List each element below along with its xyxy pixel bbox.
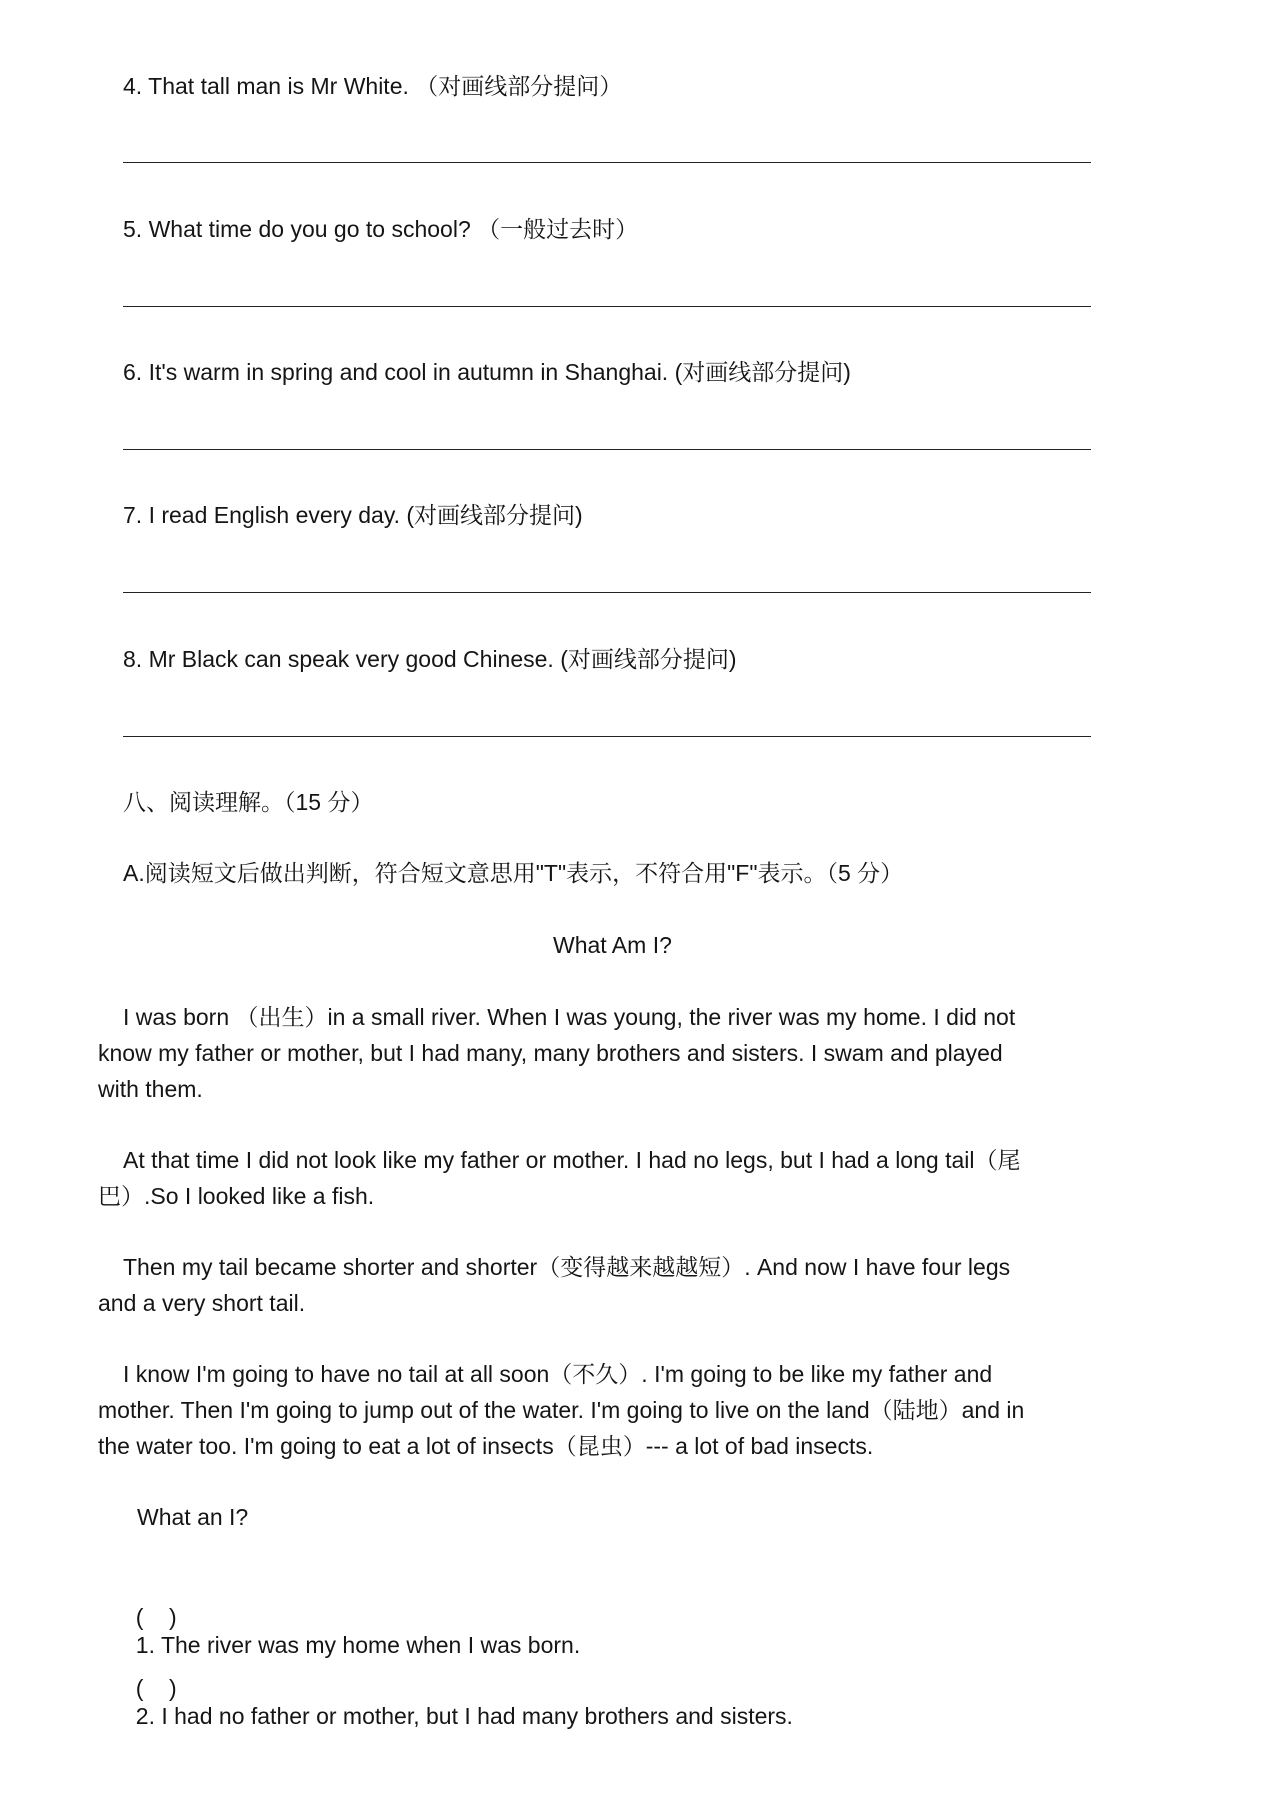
answer-blank: ( ) — [135, 1604, 177, 1630]
judgement-item — [123, 1646, 793, 1730]
paragraph-line: At that time I did not look like my father or mother. I had no legs, but I had a long tail（尾 — [123, 1147, 1021, 1173]
passage-closing: What an I? — [137, 1504, 249, 1530]
answer-line — [123, 592, 1091, 593]
answer-line — [123, 736, 1091, 737]
paragraph-line: know my father or mother, but I had many, many brothers and sisters. I swam and played — [98, 1040, 1003, 1066]
paragraph-line: Then my tail became shorter and shorter（变得越来越越短）. And now I have four legs — [123, 1254, 1011, 1280]
paragraph-line: I know I'm going to have no tail at all soon（不久）. I'm going to be like my father and — [123, 1361, 993, 1387]
answer-blank: ( ) — [135, 1675, 177, 1701]
section-title: 八、阅读理解。（15 分） — [123, 789, 374, 815]
answer-line — [123, 306, 1091, 307]
question-8: 8. Mr Black can speak very good Chinese. (对画线部分提问) — [123, 646, 737, 672]
question-7: 7. I read English every day. (对画线部分提问) — [123, 502, 583, 528]
passage-paragraph — [98, 1142, 1020, 1214]
judgement-text: 2. I had no father or mother, but I had many brothers and sisters. — [135, 1703, 793, 1729]
question-5: 5. What time do you go to school? （一般过去时） — [123, 216, 639, 242]
passage-paragraph — [98, 999, 1015, 1107]
passage-paragraph — [98, 1356, 1024, 1464]
paragraph-line: I was born （出生）in a small river. When I was young, the river was my home. I did not — [123, 1004, 1016, 1030]
paragraph-line: mother. Then I'm going to jump out of the water. I'm going to live on the land（陆地）and in — [98, 1397, 1025, 1423]
passage-title: What Am I? — [553, 932, 672, 958]
answer-line — [123, 449, 1091, 450]
paragraph-line: with them. — [98, 1076, 203, 1102]
question-4: 4. That tall man is Mr White. （对画线部分提问） — [123, 73, 623, 99]
answer-line — [123, 162, 1091, 163]
judgement-text: 1. The river was my home when I was born. — [135, 1632, 581, 1658]
section-instruction: A.阅读短文后做出判断，符合短文意思用"T"表示，不符合用"F"表示。（5 分） — [123, 860, 904, 886]
question-6: 6. It's warm in spring and cool in autumn in Shanghai. (对画线部分提问) — [123, 359, 851, 385]
passage-paragraph — [98, 1249, 1010, 1321]
paragraph-line: 巴）.So I looked like a fish. — [98, 1183, 375, 1209]
paragraph-line: the water too. I'm going to eat a lot of insects（昆虫）--- a lot of bad insects. — [98, 1433, 874, 1459]
paragraph-line: and a very short tail. — [98, 1290, 306, 1316]
